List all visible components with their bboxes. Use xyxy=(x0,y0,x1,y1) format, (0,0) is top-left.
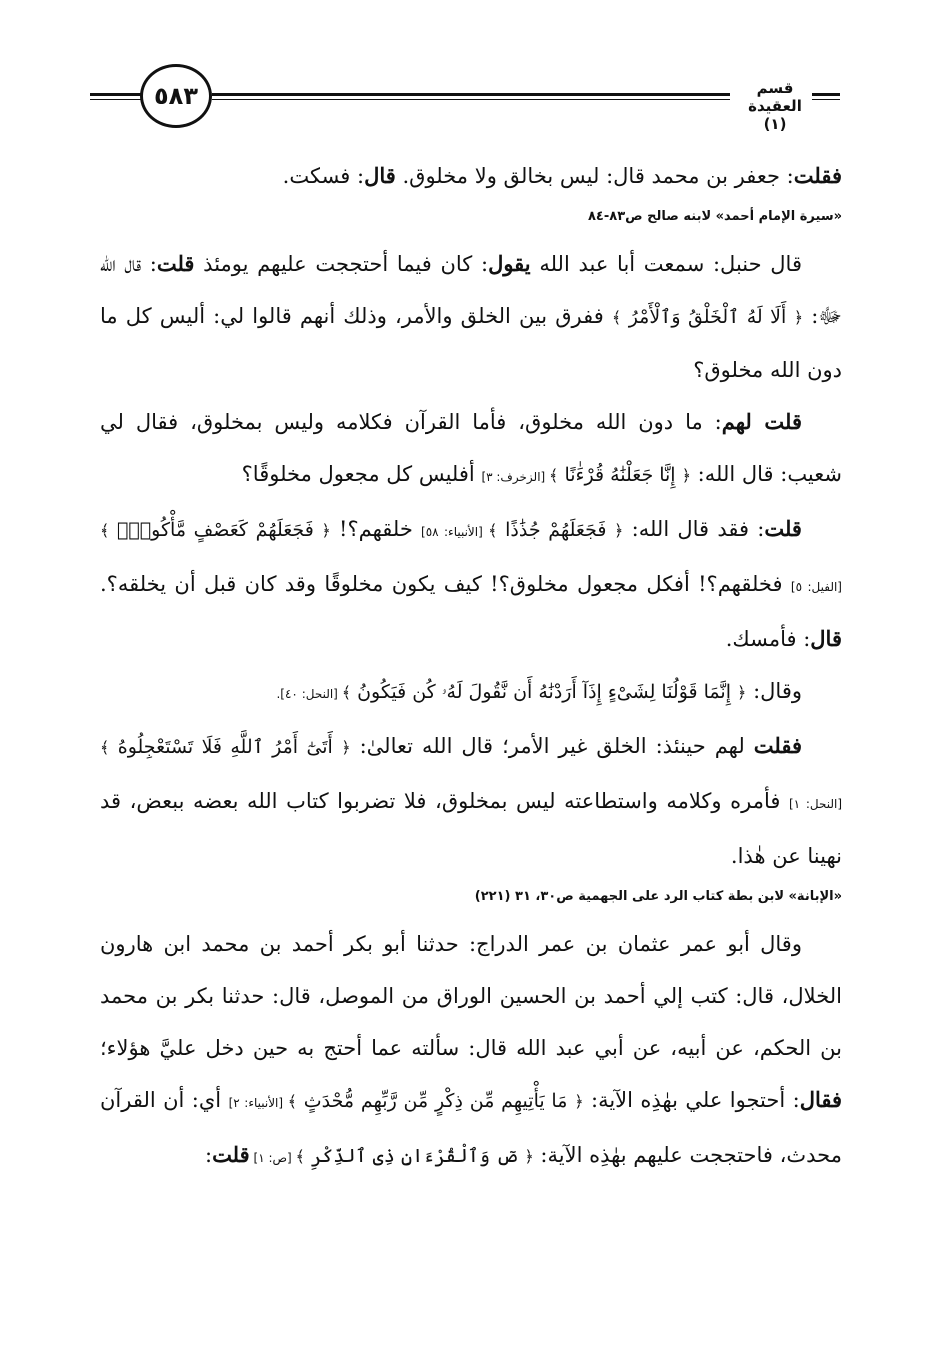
body-paragraph xyxy=(100,720,842,882)
paragraph-text: وقال: xyxy=(746,679,802,703)
verse-bracket: ﴿ xyxy=(681,466,691,485)
verse-bracket: ﴾ xyxy=(287,1092,297,1111)
paragraph-text: : قال الله ﷻ: xyxy=(100,252,842,328)
verse-bracket: ﴿ xyxy=(614,521,624,540)
paragraph-text: ففرق بين الخلق والأمر، وذلك أنهم قالوا لي: أليس كل ما دون الله مخلوق؟ xyxy=(100,304,842,382)
verse-bracket: ﴿ xyxy=(524,1147,534,1166)
body-paragraph xyxy=(100,396,842,503)
verse-bracket: ﴿ xyxy=(341,738,351,757)
paragraph-text: : ما دون الله مخلوق، فأما القرآن فكلامه وليس بمخلوق، فقال لي شعيب: قال الله: xyxy=(100,410,842,486)
quran-verse: إِنَّا جَعَلْنَٰهُ قُرْءَٰنًا xyxy=(558,464,682,486)
page-number: ٥٨٣ xyxy=(140,64,212,128)
paragraph-text: فأمره وكلامه واستطاعته ليس بمخلوق، فلا تضربوا كتاب الله بعضه ببعض، قد نهينا عن هٰذا. xyxy=(100,789,842,868)
quran-verse: مَا يَأْتِيهِم مِّن ذِكْرٍ مِّن رَّبِّهِم مُّحْدَثٍ xyxy=(297,1090,575,1112)
page-body xyxy=(100,150,842,1184)
paragraph-text: : فأمسك. xyxy=(725,627,811,651)
verse-bracket: ﴾ xyxy=(341,683,352,702)
header-rule-middle xyxy=(212,93,730,100)
verse-bracket: ﴿ xyxy=(793,308,804,327)
verse-reference: [النحل: ١] xyxy=(788,797,842,811)
body-paragraph xyxy=(100,503,842,665)
paragraph-text: خلقهم؟! xyxy=(330,517,422,541)
verse-bracket: ﴿ xyxy=(574,1092,584,1111)
verse-reference: [الزخرف: ٣] xyxy=(481,470,550,484)
source-citation: «الإبانة» لابن بطة كتاب الرد على الجهمية ص٣٠، ٣١ (٢٢١) xyxy=(474,889,842,904)
paragraph-text: وقال أبو عمر عثمان بن عمر الدراج: حدثنا أبو بكر أحمد بن محمد ابن هارون الخلال، قال: كتب إلي أحمد بن الحسين الوراق من الموصل، قال: حدثنا بكر بن محمد بن الحكم، عن أبيه، عن أبي عبد الله قال: سألته عما أحتج به حين دخل عليَّ هؤلاء؛ xyxy=(100,932,842,1060)
paragraph-text: : فقد قال الله: xyxy=(623,517,765,541)
body-paragraph xyxy=(100,665,842,720)
paragraph-text: : xyxy=(204,1143,213,1167)
paragraph-text: قال حنبل: سمعت أبا عبد الله xyxy=(530,252,802,276)
paragraph-text: : جعفر بن محمد قال: ليس بخالق ولا مخلوق. xyxy=(395,164,794,188)
keyword-text: قلت لهم xyxy=(721,409,802,434)
paragraph-text: : كان فيما أحتججت عليهم يومئذ xyxy=(194,252,489,276)
running-title: قسم العقيدة (١) xyxy=(748,79,802,133)
quran-verse: أَتَىٰٓ أَمْرُ ٱللَّهِ فَلَا تَسْتَعْجِلُوهُ xyxy=(109,736,342,758)
verse-reference: [الأنبياء: ٥٨] xyxy=(421,525,489,539)
header-rule-left xyxy=(90,93,142,100)
paragraph-text: أفليس كل مجعول مخلوقًا؟ xyxy=(241,462,482,486)
body-paragraph xyxy=(100,918,842,1184)
quran-verse: فَجَعَلَهُمْ كَعَصْفٍ مَّأْكُولٍۭ xyxy=(109,519,322,541)
paragraph-text: أي: أن القرآن محدث، فاحتججت عليهم بهٰذِه الآية: xyxy=(100,1088,842,1167)
keyword-text: قلت xyxy=(764,516,802,541)
keyword-text: قال xyxy=(810,626,842,651)
quran-verse: إِنَّمَا قَوْلُنَا لِشَىْءٍ إِذَآ أَرَدْنَٰهُ أَن نَّقُولَ لَهُۥ كُن فَيَكُونُ xyxy=(351,681,738,703)
quran-verse: أَلَا لَهُ ٱلْخَلْقُ وَٱلْأَمْرُ xyxy=(621,306,794,328)
body-paragraph xyxy=(100,238,842,396)
paragraph-text: : فسكت. xyxy=(282,164,365,188)
verse-bracket: ﴿ xyxy=(737,683,747,702)
verse-bracket: ﴾ xyxy=(100,521,110,540)
quran-verse: فَجَعَلَهُمْ جُذَٰذًا xyxy=(497,519,615,541)
verse-bracket: ﴾ xyxy=(549,466,559,485)
keyword-text: قلت xyxy=(156,251,195,276)
verse-reference: [ص: ١] xyxy=(249,1151,296,1165)
paragraph-text: : أحتجوا علي بهٰذِه الآية: xyxy=(583,1088,800,1112)
header-rule-right xyxy=(812,93,840,100)
paragraph-text: فخلقهم؟! أفكل مجعول مخلوق؟! كيف يكون مخلوقًا وقد كان قبل أن يخلقه؟. xyxy=(100,572,791,596)
body-paragraph xyxy=(100,150,842,202)
verse-bracket: ﴾ xyxy=(488,521,498,540)
page-header xyxy=(90,60,840,140)
paragraph-text: لهم حينئذ: الخلق غير الأمر؛ قال الله تعالىٰ: xyxy=(350,734,754,758)
keyword-text: قلت xyxy=(212,1142,250,1167)
keyword-text: فقال xyxy=(799,1087,843,1112)
verse-bracket: ﴾ xyxy=(611,308,622,327)
verse-reference: [الفيل: ٥] xyxy=(790,580,842,594)
quran-verse: صٓ وَٱلْقُرْءَانِ ذِى ٱلذِّكْرِ xyxy=(304,1145,525,1167)
keyword-text: فقلت xyxy=(753,733,802,758)
keyword-text: فقلت xyxy=(793,163,842,188)
keyword-text: يقول xyxy=(488,251,531,276)
verse-reference: [الأنبياء: ٢] xyxy=(228,1096,288,1110)
verse-bracket: ﴾ xyxy=(100,738,110,757)
source-citation: «سيرة الإمام أحمد» لابنه صالح ص٨٣-٨٤ xyxy=(587,209,842,224)
verse-bracket: ﴾ xyxy=(295,1147,305,1166)
verse-reference: [النحل: ٤٠]. xyxy=(276,687,342,701)
keyword-text: قال xyxy=(364,163,396,188)
verse-bracket: ﴿ xyxy=(321,521,331,540)
